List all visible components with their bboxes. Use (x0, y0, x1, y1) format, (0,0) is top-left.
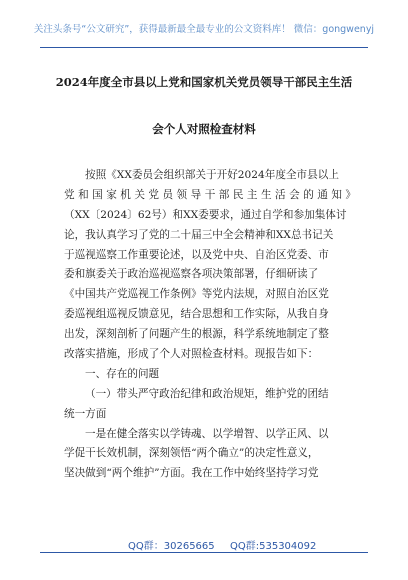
body-line: 《中国共产党巡视工作条例》等党内法规，对照自治区党 (64, 288, 329, 301)
subsection-heading-continued: 统一方面 (64, 407, 107, 420)
qq-group-left: QQ群：30265665 (128, 541, 215, 552)
body-line: 改落实措施，形成了个人对照检查材料。现报告如下： (64, 348, 319, 361)
body-line: 一是在健全落实以学铸魂、以学增智、以学正风、以 (85, 427, 329, 440)
document-title-line-1: 2024年度全市县以上党和国家机关党员领导干部民主生活 (55, 75, 353, 89)
subsection-heading: （一）带头严守政治纪律和政治规矩，维护党的团结 (85, 387, 329, 400)
body-line: 委巡视组巡视反馈意见，结合思想和工作实际，从我自身 (64, 308, 329, 321)
body-line: 论，我认真学习了党的二十届三中全会精神和XX总书记关 (64, 228, 334, 241)
body-line: 于巡视巡察工作重要论述，以及党中央、自治区党委、市 (64, 248, 329, 261)
footer (0, 537, 408, 551)
header-divider (40, 47, 368, 48)
body-line: （XX〔2024〕62号）和XX委要求，通过自学和参加集体讨 (64, 208, 347, 221)
footer-divider (40, 552, 368, 553)
body-line: 坚决做到“两个维护”方面。我在工作中始终坚持学习党 (64, 467, 319, 480)
body-line: 学促干长效机制，深刻领悟“两个确立”的决定性意义， (64, 447, 319, 460)
section-heading: 一、存在的问题 (85, 367, 160, 380)
qq-group-right: QQ群:535304092 (230, 541, 317, 552)
document-body (64, 166, 356, 484)
body-line: 党和国家机关党员领导干部民主生活会的通知》 (64, 188, 356, 201)
document-title-line-2: 会个人对照检查材料 (152, 122, 256, 136)
header-banner: 关注头条号“公文研究”，获得最新最全最专业的公文资料库！ 微信：gongwenyj (33, 24, 375, 35)
body-line: 委和旗委关于政治巡视巡察各项决策部署，仔细研读了 (64, 268, 319, 281)
body-line: 按照《XX委员会组织部关于开好2024年度全市县以上 (85, 169, 339, 181)
body-line: 出发，深刻剖析了问题产生的根源，科学系统地制定了整 (64, 328, 329, 341)
